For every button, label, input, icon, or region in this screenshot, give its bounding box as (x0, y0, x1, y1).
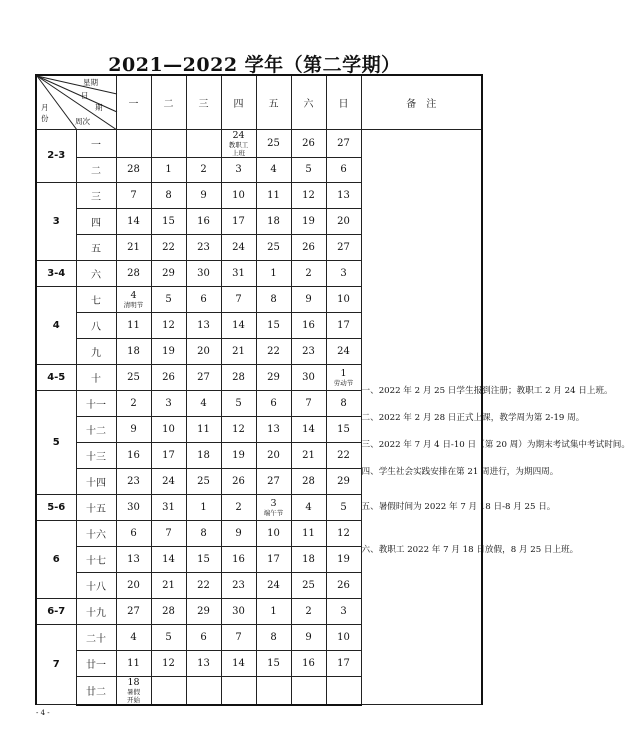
day-cell: 24 (151, 468, 186, 494)
day-cell: 27 (256, 468, 291, 494)
day-note: 教职工 (228, 140, 249, 149)
day-cell: 22 (186, 572, 221, 598)
day-cell: 20 (326, 209, 361, 235)
day-cell: 26 (291, 235, 326, 261)
day-cell: 8 (151, 183, 186, 209)
day-cell: 2 (116, 391, 151, 417)
day-cell: 21 (291, 442, 326, 468)
week-number-cell: 十七 (76, 546, 116, 572)
day-cell: 19 (291, 209, 326, 235)
day-cell: 28 (116, 157, 151, 183)
day-cell (221, 676, 256, 705)
day-cell: 15 (256, 650, 291, 676)
day-cell: 3 (326, 261, 361, 287)
weekday-header: 四 (221, 75, 256, 129)
day-cell: 15 (326, 417, 361, 443)
day-cell: 10 (256, 520, 291, 546)
day-cell: 8 (326, 391, 361, 417)
corner-weekday-label: 星期 (83, 78, 98, 87)
day-cell: 17 (151, 442, 186, 468)
day-cell: 26 (291, 129, 326, 157)
day-cell (326, 365, 361, 391)
day-cell: 20 (116, 572, 151, 598)
day-cell: 19 (326, 546, 361, 572)
day-cell: 27 (116, 598, 151, 624)
day-cell: 31 (221, 261, 256, 287)
week-number-cell: 十二 (76, 417, 116, 443)
day-cell: 26 (151, 365, 186, 391)
day-cell (116, 287, 151, 313)
day-cell: 7 (116, 183, 151, 209)
day-cell: 12 (291, 183, 326, 209)
day-cell: 8 (256, 287, 291, 313)
day-note: 清明节 (123, 301, 144, 310)
remark-item: 二、2022 年 2 月 28 日正式上课，教学周为第 2-19 周。 (361, 412, 585, 423)
day-cell: 17 (221, 209, 256, 235)
day-cell: 28 (221, 365, 256, 391)
day-cell: 15 (151, 209, 186, 235)
day-cell: 20 (186, 339, 221, 365)
day-cell: 17 (326, 650, 361, 676)
day-cell (221, 129, 256, 157)
day-cell: 11 (116, 313, 151, 339)
weekday-header: 日 (326, 75, 361, 129)
day-cell: 9 (221, 520, 256, 546)
day-cell: 4 (116, 624, 151, 650)
day-cell (326, 676, 361, 705)
page-title: 2021—2022 学年（第二学期） (108, 54, 401, 76)
month-cell: 4-5 (36, 365, 76, 391)
day-number: 18 (127, 676, 140, 688)
header-row (36, 75, 482, 129)
day-cell: 18 (116, 339, 151, 365)
week-number-cell: 十八 (76, 572, 116, 598)
month-cell: 4 (36, 287, 76, 365)
day-cell: 8 (186, 520, 221, 546)
day-cell: 11 (291, 520, 326, 546)
day-cell: 1 (151, 157, 186, 183)
remark-item: 四、学生社会实践安排在第 21 周进行，为期四周。 (361, 466, 559, 477)
day-cell: 14 (116, 209, 151, 235)
day-cell: 27 (326, 129, 361, 157)
day-cell: 5 (151, 624, 186, 650)
day-cell: 31 (151, 494, 186, 520)
week-number-cell: 九 (76, 339, 116, 365)
week-number-cell: 六 (76, 261, 116, 287)
day-cell: 9 (291, 287, 326, 313)
day-cell: 9 (186, 183, 221, 209)
day-cell: 6 (326, 157, 361, 183)
remark-item: 三、2022 年 7 月 4 日-10 日（第 20 周）为期末考试集中考试时间。 (361, 439, 630, 450)
corner-header-cell (36, 75, 116, 129)
day-number: 4 (130, 290, 137, 302)
day-cell: 7 (291, 391, 326, 417)
day-cell: 22 (151, 235, 186, 261)
month-cell: 3-4 (36, 261, 76, 287)
day-cell: 2 (186, 157, 221, 183)
day-cell: 24 (221, 235, 256, 261)
day-cell: 25 (256, 129, 291, 157)
corner-period-label: 期 (95, 103, 103, 112)
day-note: 开始 (127, 695, 140, 704)
day-cell (256, 676, 291, 705)
day-cell: 22 (326, 442, 361, 468)
day-cell: 12 (151, 313, 186, 339)
day-cell: 29 (186, 598, 221, 624)
day-cell: 29 (256, 365, 291, 391)
day-cell: 5 (291, 157, 326, 183)
day-cell: 11 (116, 650, 151, 676)
day-cell: 18 (256, 209, 291, 235)
day-cell: 12 (221, 417, 256, 443)
week-number-cell: 十 (76, 365, 116, 391)
day-cell: 30 (186, 261, 221, 287)
week-number-cell: 四 (76, 209, 116, 235)
day-cell: 6 (186, 287, 221, 313)
day-cell: 25 (186, 468, 221, 494)
day-number: 1 (340, 368, 347, 380)
week-number-cell: 十六 (76, 520, 116, 546)
week-number-cell: 二 (76, 157, 116, 183)
month-cell: 7 (36, 624, 76, 704)
day-cell: 10 (326, 624, 361, 650)
day-cell: 21 (151, 572, 186, 598)
month-cell: 5 (36, 391, 76, 495)
day-cell: 2 (221, 494, 256, 520)
day-cell: 14 (221, 313, 256, 339)
week-number-cell: 十四 (76, 468, 116, 494)
day-cell: 7 (151, 520, 186, 546)
weekday-header: 三 (186, 75, 221, 129)
day-cell: 4 (256, 157, 291, 183)
day-cell: 11 (186, 417, 221, 443)
remarks-header: 备 注 (361, 75, 482, 129)
corner-date-label: 日 (81, 91, 89, 100)
day-cell: 25 (116, 365, 151, 391)
weekday-header: 五 (256, 75, 291, 129)
day-cell: 13 (116, 546, 151, 572)
day-cell: 30 (116, 494, 151, 520)
day-cell: 28 (116, 261, 151, 287)
week-number-cell: 七 (76, 287, 116, 313)
month-cell: 6 (36, 520, 76, 598)
day-cell: 28 (151, 598, 186, 624)
day-cell: 5 (151, 287, 186, 313)
day-cell: 6 (116, 520, 151, 546)
day-cell: 3 (221, 157, 256, 183)
day-cell: 4 (186, 391, 221, 417)
day-cell: 23 (186, 235, 221, 261)
table-row (36, 129, 482, 157)
day-cell: 19 (151, 339, 186, 365)
day-cell: 30 (291, 365, 326, 391)
remark-item: 一、2022 年 2 月 25 日学生报到注册；教职工 2 月 24 日上班。 (361, 385, 613, 396)
day-cell: 16 (221, 546, 256, 572)
day-cell: 14 (151, 546, 186, 572)
day-note: 端午节 (263, 508, 284, 517)
day-cell: 29 (326, 468, 361, 494)
day-cell: 25 (291, 572, 326, 598)
day-cell: 11 (256, 183, 291, 209)
school-calendar-table (35, 74, 630, 706)
month-cell: 3 (36, 183, 76, 261)
day-cell: 3 (151, 391, 186, 417)
weekday-header: 六 (291, 75, 326, 129)
day-cell: 4 (291, 494, 326, 520)
day-cell: 23 (116, 468, 151, 494)
day-cell: 12 (151, 650, 186, 676)
day-cell: 26 (221, 468, 256, 494)
month-cell: 2-3 (36, 129, 76, 183)
day-cell: 3 (326, 598, 361, 624)
day-cell: 5 (326, 494, 361, 520)
day-cell: 14 (291, 417, 326, 443)
day-cell: 24 (326, 339, 361, 365)
day-cell: 7 (221, 287, 256, 313)
day-cell: 28 (291, 468, 326, 494)
day-cell: 17 (326, 313, 361, 339)
day-cell: 14 (221, 650, 256, 676)
day-cell: 16 (186, 209, 221, 235)
day-cell (116, 676, 151, 705)
day-cell: 16 (291, 313, 326, 339)
day-cell: 9 (116, 417, 151, 443)
day-cell: 13 (186, 313, 221, 339)
day-cell: 29 (151, 261, 186, 287)
day-note: 上班 (232, 148, 245, 157)
day-cell: 1 (256, 261, 291, 287)
weekday-header: 二 (151, 75, 186, 129)
day-cell: 21 (116, 235, 151, 261)
day-cell: 27 (186, 365, 221, 391)
day-note: 劳动节 (333, 379, 354, 388)
day-cell: 21 (221, 339, 256, 365)
day-cell: 9 (291, 624, 326, 650)
remarks-cell (361, 129, 630, 705)
day-cell: 13 (326, 183, 361, 209)
corner-week-label: 周次 (75, 117, 90, 126)
day-cell: 24 (256, 572, 291, 598)
week-number-cell: 三 (76, 183, 116, 209)
day-cell (186, 129, 221, 157)
day-cell (291, 676, 326, 705)
week-number-cell: 十九 (76, 598, 116, 624)
remark-item: 六、教职工 2022 年 7 月 18 日放假，8 月 25 日上班。 (361, 544, 579, 555)
day-cell: 16 (291, 650, 326, 676)
week-number-cell: 廿二 (76, 676, 116, 705)
day-cell: 1 (256, 598, 291, 624)
day-number: 24 (232, 129, 245, 141)
day-cell: 1 (186, 494, 221, 520)
remark-item: 五、暑假时间为 2022 年 7 月 18 日-8 月 25 日。 (361, 501, 556, 512)
day-cell: 23 (291, 339, 326, 365)
day-cell: 6 (186, 624, 221, 650)
day-note: 暑假 (127, 687, 140, 696)
day-cell: 10 (221, 183, 256, 209)
day-cell: 12 (326, 520, 361, 546)
day-cell (256, 494, 291, 520)
day-cell: 25 (256, 235, 291, 261)
week-number-cell: 廿一 (76, 650, 116, 676)
week-number-cell: 一 (76, 129, 116, 157)
day-cell (151, 129, 186, 157)
day-cell: 20 (256, 442, 291, 468)
day-cell: 13 (186, 650, 221, 676)
week-number-cell: 十一 (76, 391, 116, 417)
weekday-header: 一 (116, 75, 151, 129)
week-number-cell: 二十 (76, 624, 116, 650)
corner-month-suffix-label: 份 (41, 114, 49, 123)
day-cell: 16 (116, 442, 151, 468)
day-cell: 18 (186, 442, 221, 468)
day-cell: 8 (256, 624, 291, 650)
day-cell: 27 (326, 235, 361, 261)
day-cell: 15 (186, 546, 221, 572)
month-cell: 6-7 (36, 598, 76, 624)
day-cell: 17 (256, 546, 291, 572)
day-cell: 7 (221, 624, 256, 650)
day-cell (186, 676, 221, 705)
page-number: - 4 - (36, 709, 50, 717)
day-cell: 13 (256, 417, 291, 443)
day-cell: 2 (291, 261, 326, 287)
month-cell: 5-6 (36, 494, 76, 520)
week-number-cell: 八 (76, 313, 116, 339)
day-cell: 19 (221, 442, 256, 468)
day-cell: 5 (221, 391, 256, 417)
day-cell: 2 (291, 598, 326, 624)
day-cell (151, 676, 186, 705)
day-cell: 10 (151, 417, 186, 443)
day-cell: 6 (256, 391, 291, 417)
day-cell: 23 (221, 572, 256, 598)
week-number-cell: 五 (76, 235, 116, 261)
day-cell: 18 (291, 546, 326, 572)
day-cell (116, 129, 151, 157)
day-cell: 10 (326, 287, 361, 313)
day-cell: 15 (256, 313, 291, 339)
week-number-cell: 十五 (76, 494, 116, 520)
day-number: 3 (270, 497, 277, 509)
week-number-cell: 十三 (76, 442, 116, 468)
day-cell: 26 (326, 572, 361, 598)
day-cell: 22 (256, 339, 291, 365)
day-cell: 30 (221, 598, 256, 624)
corner-month-label: 月 (41, 103, 49, 112)
